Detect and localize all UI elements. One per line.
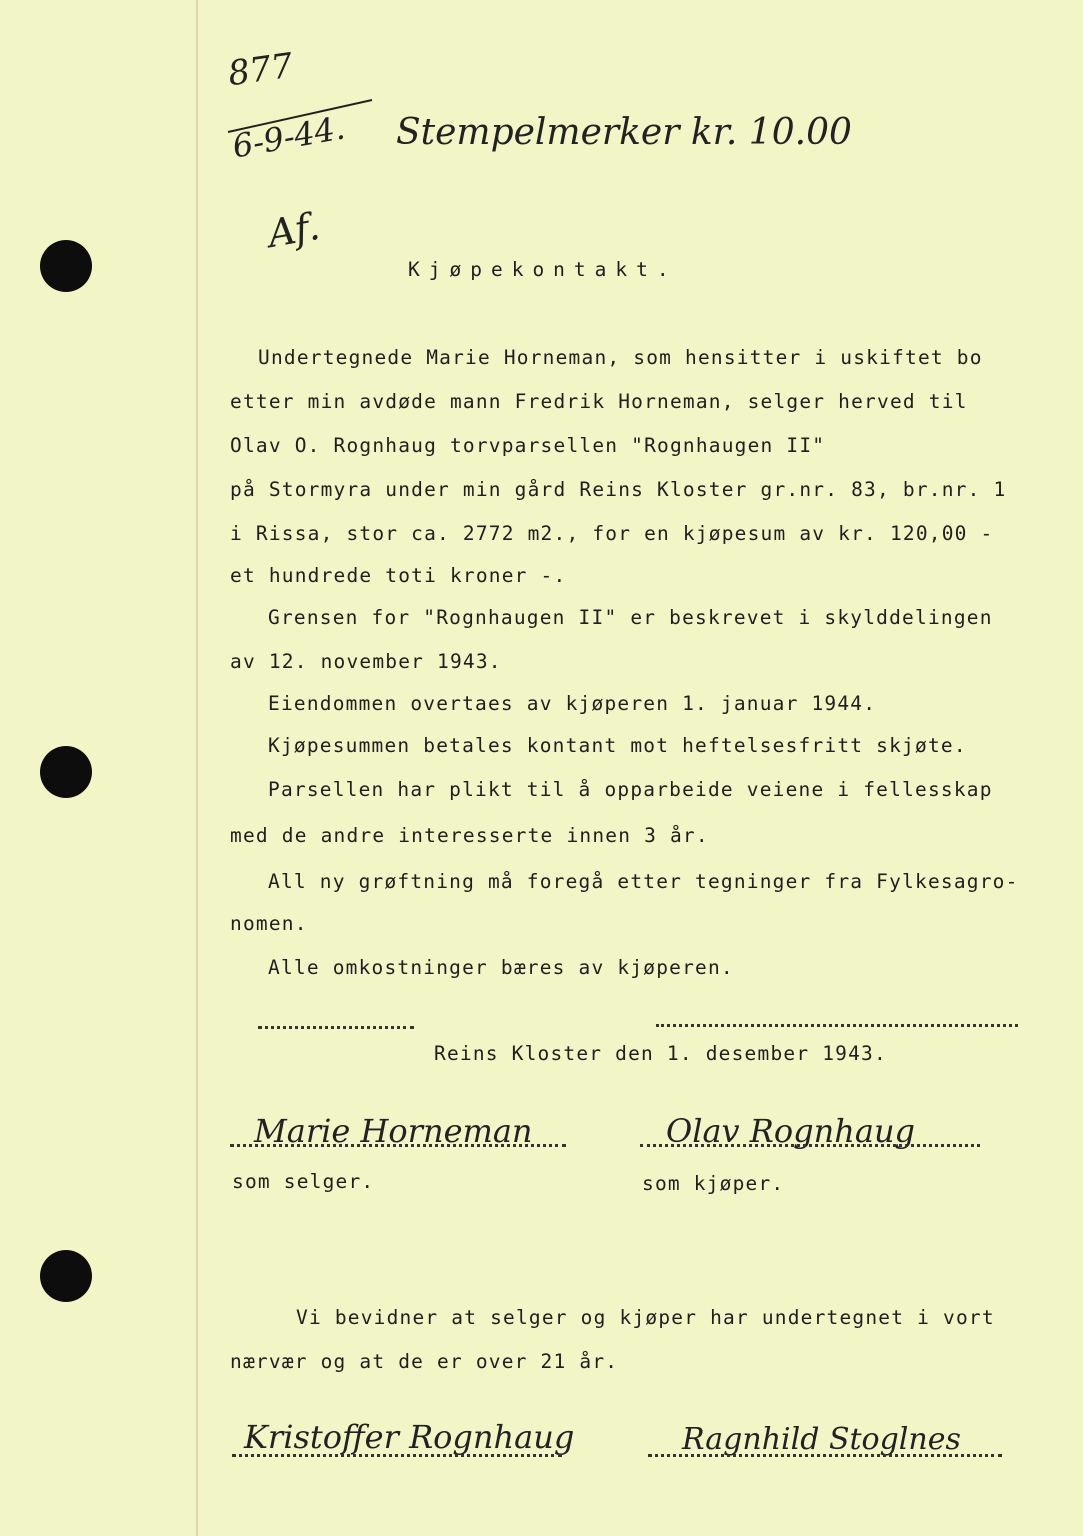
body-line: Kjøpesummen betales kontant mot heftelsesfritt skjøte. [268,734,967,757]
body-line: Olav O. Rognhaug torvparsellen "Rognhaugen II" [230,434,826,457]
signature-line [230,1144,566,1147]
place-and-date: Reins Kloster den 1. desember 1943. [434,1042,887,1065]
body-line: nomen. [230,912,308,935]
seller-role: som selger. [232,1170,375,1193]
separator-dots [258,1026,414,1029]
witness-signature: Ragnhild Stoglnes [682,1422,961,1457]
body-line: Alle omkostninger bæres av kjøperen. [268,956,734,979]
punch-hole [40,240,92,292]
stamp-duty-note: Stempelmerker kr. 10.00 [396,112,852,153]
clerk-initials: Af. [264,203,324,257]
body-line: Eiendommen overtaes av kjøperen 1. januar 1944. [268,692,877,715]
signature-line [648,1454,1002,1457]
body-line: med de andre interesserte innen 3 år. [230,824,709,847]
registry-date: 6-9-44. [229,108,348,166]
punch-hole [40,1250,92,1302]
body-line: i Rissa, stor ca. 2772 m2., for en kjøpesum av kr. 120,00 - [230,522,994,545]
separator-dots [656,1024,1018,1027]
body-line: etter min avdøde mann Fredrik Horneman, selger herved til [230,390,968,413]
body-line: Grensen for "Rognhaugen II" er beskrevet i skylddelingen [268,606,993,629]
body-line: Parsellen har plikt til å opparbeide veiene i fellesskap [268,778,993,801]
buyer-signature: Olav Rognhaug [666,1112,916,1150]
signature-line [640,1144,980,1147]
seller-signature: Marie Horneman [254,1112,533,1150]
body-line: All ny grøftning må foregå etter tegninger fra Fylkesagro- [268,870,1019,893]
body-line: et hundrede toti kroner -. [230,564,567,587]
registry-number: 877 [225,45,296,95]
document-title: Kjøpekontakt. [408,258,678,281]
witness-statement-line: Vi bevidner at selger og kjøper har undertegnet i vort [296,1306,995,1329]
punch-hole [40,746,92,798]
margin-rule [196,0,198,1536]
body-line: på Stormyra under min gård Reins Kloster gr.nr. 83, br.nr. 1 [230,478,1007,501]
witness-statement-line: nærvær og at de er over 21 år. [230,1350,619,1373]
signature-line [232,1454,562,1457]
witness-signature: Kristoffer Rognhaug [244,1418,575,1456]
body-line: av 12. november 1943. [230,650,502,673]
buyer-role: som kjøper. [642,1172,785,1195]
body-line: Undertegnede Marie Horneman, som hensitter i uskiftet bo [258,346,983,369]
